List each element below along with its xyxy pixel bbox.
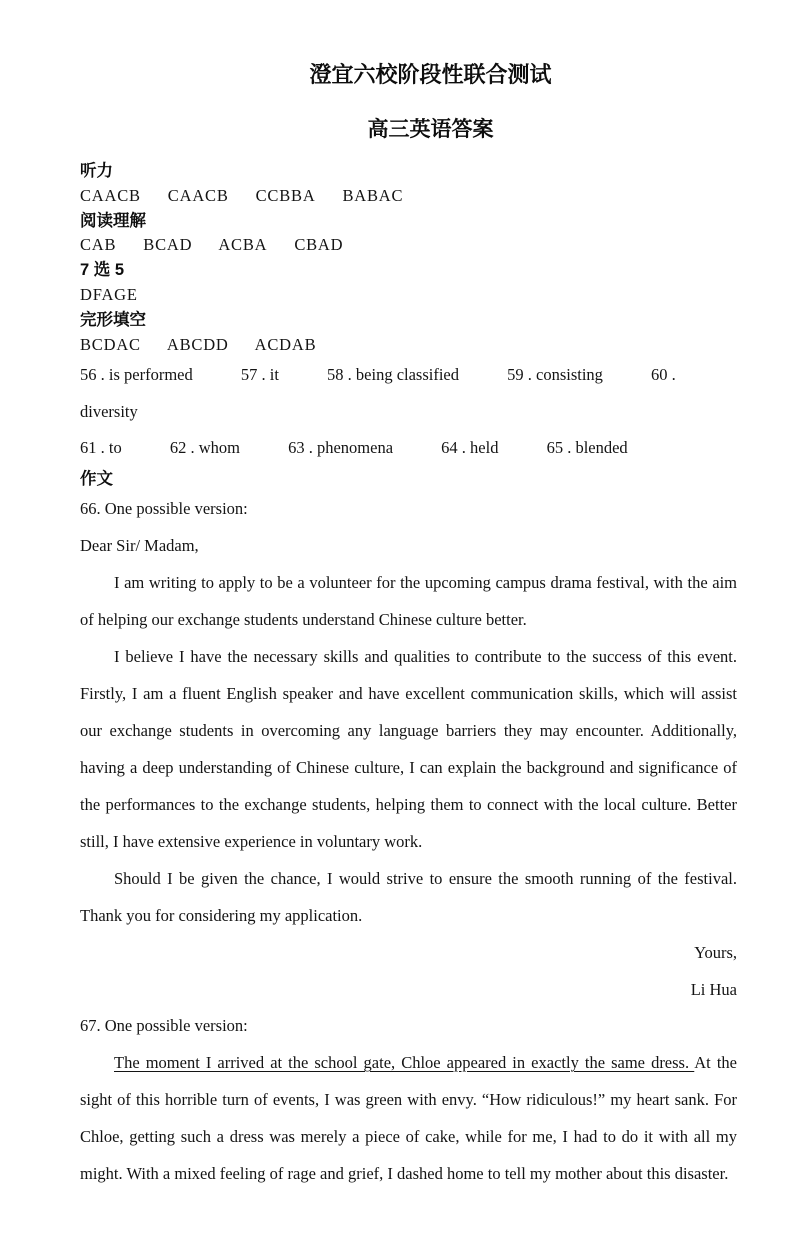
answer-key-section [80,159,737,357]
answer-group: BABAC [342,185,404,205]
grammar-answer: 61 . to [80,438,122,458]
answer-group: CAACB [167,185,229,205]
essay-67-label: 67. One possible version: [80,1015,248,1035]
answer-group: ACBA [218,235,268,255]
listening-answers [80,184,737,209]
essay-66-label: 66. One possible version: [80,498,248,518]
grammar-answer: 56 . is performed [80,365,193,385]
grammar-answer: 65 . blended [546,438,628,458]
answer-group: DFAGE [80,284,138,304]
essay-67 [80,1008,737,1192]
essay-66 [80,491,737,1008]
grammar-answer: 60 . diversity [80,365,676,421]
grammar-answers-row [80,357,737,430]
cloze-answers [80,333,737,358]
essay-67-body-text: At the sight of this horrible turn of events, I was green with envy. “How ridiculous!” my heart sank. For Chloe, getting such a dress was merely a piece of cake, while for me, I had to do it with all my might. With a mixed feeling of rage and grief, I dashed home to tell my mother about this disaster. [80,1052,737,1183]
grammar-answer: 57 . it [240,365,279,385]
writing-heading: 作文 [80,469,113,488]
letter-closing: Yours, [694,942,737,962]
cloze-heading: 完形填空 [80,310,146,329]
underlined-opening-sentence: The moment I arrived at the school gate, Chloe appeared in exactly the same dress. [114,1052,695,1072]
letter-paragraph: I believe I have the necessary skills and qualities to contribute to the success of this event. Firstly, I am a fluent English speaker and have excellent communication skills, which will assist our exchange students in overcoming any language barriers they may encounter. Additionally, having a deep understanding of Chinese culture, I can explain the background and significance of the performances to the exchange students, helping them to connect with the local culture. Better still, I have extensive experience in voluntary work. [80,646,737,851]
letter-paragraph: I am writing to apply to be a volunteer for the upcoming campus drama festival, with the aim of helping our exchange students understand Chinese culture better. [80,572,737,629]
grammar-answer: 63 . phenomena [288,438,394,458]
answer-group: CAB [80,235,117,255]
answer-group: BCDAC [80,334,141,354]
grammar-fill-section [80,357,737,467]
answer-group: CCBBA [255,185,316,205]
answer-group: CAACB [80,185,141,205]
reading-heading: 阅读理解 [80,211,146,230]
document-title: 澄宜六校阶段性联合测试 [309,62,552,87]
grammar-answers-row [80,430,737,467]
grammar-answer: 62 . whom [169,438,240,458]
letter-signature: Li Hua [690,979,737,999]
answer-group: BCAD [143,235,193,255]
answer-group: ABCDD [166,334,229,354]
grammar-answer: 59 . consisting [507,365,603,385]
letter-salutation: Dear Sir/ Madam, [80,535,199,555]
document-subtitle: 高三英语答案 [367,118,494,141]
title-block [102,60,759,145]
listening-heading: 听力 [80,162,113,180]
grammar-answer: 58 . being classified [327,365,459,385]
reading-answers [80,233,737,258]
seven-choose-five-heading: 7 选 5 [80,261,125,280]
grammar-answer: 64 . held [441,438,499,458]
essay-67-paragraph [80,1044,737,1192]
answer-group: CBAD [294,235,344,255]
answer-group: ACDAB [254,334,317,354]
seven-choose-five-answers [80,283,737,308]
letter-paragraph: Should I be given the chance, I would strive to ensure the smooth running of the festival. Thank you for considering my application. [80,868,737,925]
